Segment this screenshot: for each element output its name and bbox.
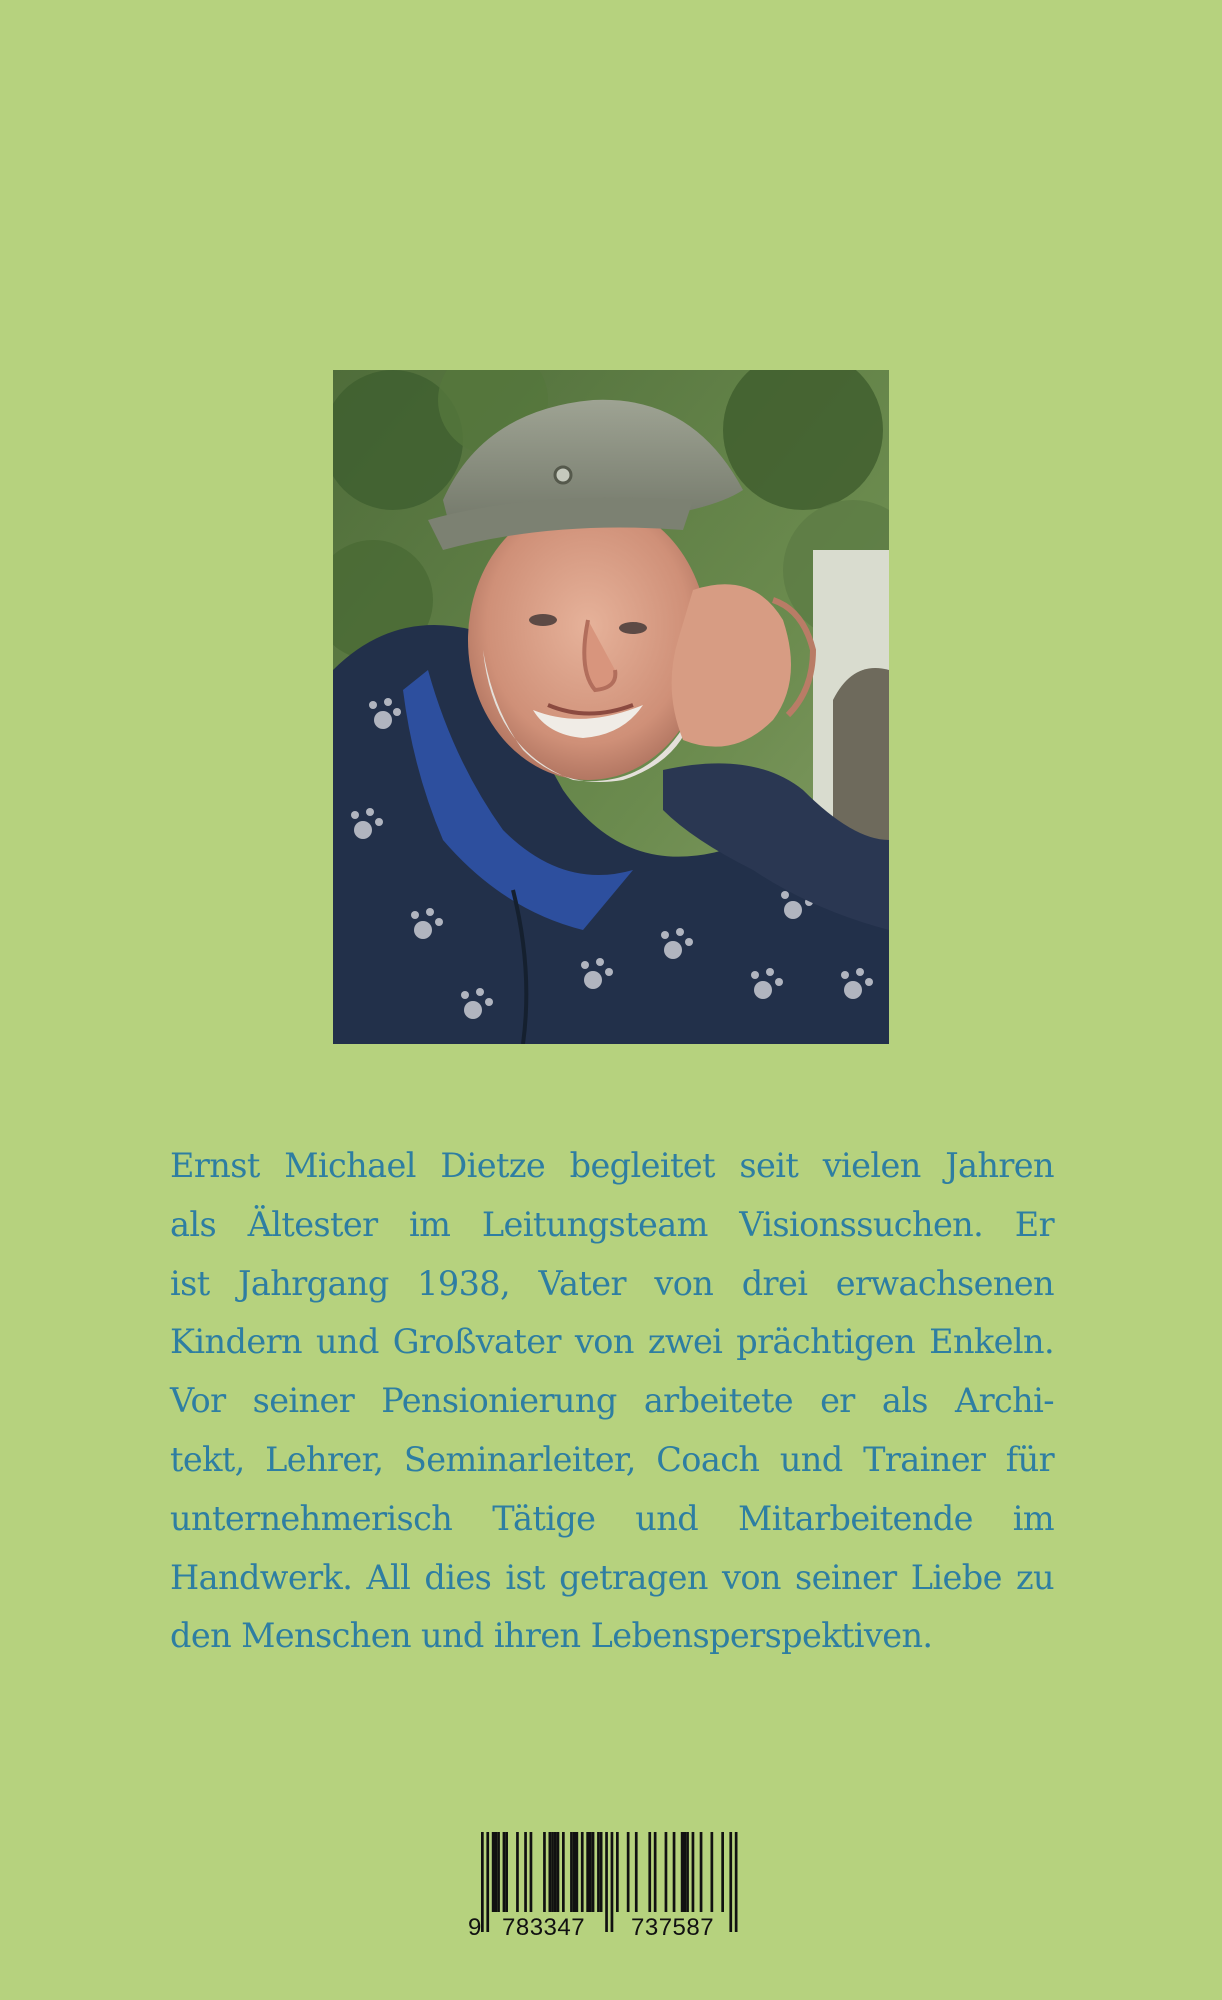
barcode-bar: [681, 1832, 684, 1912]
barcode-bar: [586, 1832, 589, 1912]
bio-line: Vor seiner Pensionierung arbeitete er als Archi-: [170, 1381, 1054, 1421]
barcode-bar: [497, 1832, 500, 1912]
barcode-bar: [600, 1832, 603, 1912]
barcode-bar: [573, 1832, 576, 1912]
barcode-bar: [516, 1832, 519, 1912]
barcode-bar: [551, 1832, 554, 1912]
barcode-bar: [684, 1832, 687, 1912]
author-portrait-image: [333, 370, 889, 1044]
bio-line: ist Jahrgang 1938, Vater von drei erwachsenen: [170, 1263, 1054, 1303]
barcode-bar: [635, 1832, 638, 1912]
barcode-bar: [505, 1832, 508, 1912]
barcode-bar: [530, 1832, 533, 1912]
isbn-barcode: [468, 1832, 758, 1942]
barcode-bar: [543, 1832, 546, 1912]
barcode-bar: [492, 1832, 495, 1912]
barcode-bar: [592, 1832, 595, 1912]
barcode-bar: [549, 1832, 552, 1912]
barcode-group-2: 737587: [631, 1914, 715, 1941]
barcode-bar: [686, 1832, 689, 1912]
barcode-bar: [576, 1832, 579, 1912]
author-biography: [170, 1137, 1054, 1666]
bio-line: Handwerk. All dies ist getragen von seiner Liebe zu: [170, 1557, 1054, 1597]
bio-line: tekt, Lehrer, Seminarleiter, Coach und Trainer für: [170, 1439, 1054, 1479]
bio-line: den Menschen und ihren Lebensperspektiven.: [170, 1616, 933, 1656]
barcode-number: [468, 1914, 758, 1940]
barcode-bar: [503, 1832, 506, 1912]
bio-line: Ernst Michael Dietze begleitet seit vielen Jahren: [170, 1146, 1054, 1185]
barcode-bar: [562, 1832, 565, 1912]
barcode-bar: [554, 1832, 557, 1912]
barcode-bar: [589, 1832, 592, 1912]
barcode-bar: [627, 1832, 630, 1912]
barcode-lead-digit: 9: [468, 1914, 482, 1941]
barcode-group-1: 783347: [502, 1914, 586, 1941]
bio-line: unternehmerisch Tätige und Mitarbeitende im: [170, 1498, 1054, 1538]
bio-line: als Ältester im Leitungsteam Visionssuchen. Er: [170, 1204, 1054, 1244]
barcode-bar: [673, 1832, 676, 1912]
bio-line: Kindern und Großvater von zwei prächtigen Enkeln.: [170, 1322, 1054, 1362]
author-photo: [333, 370, 889, 1044]
barcode-bar: [597, 1832, 600, 1912]
barcode-bar: [557, 1832, 560, 1912]
barcode-bar: [616, 1832, 619, 1912]
barcode-bar: [524, 1832, 527, 1912]
barcode-bar: [721, 1832, 724, 1912]
barcode-bar: [654, 1832, 657, 1912]
barcode-bar: [665, 1832, 668, 1912]
barcode-bar: [711, 1832, 714, 1912]
barcode-bar: [570, 1832, 573, 1912]
barcode-bar: [700, 1832, 703, 1912]
barcode-bar: [581, 1832, 584, 1912]
barcode-bar: [692, 1832, 695, 1912]
barcode-bar: [495, 1832, 498, 1912]
barcode-bar: [648, 1832, 651, 1912]
